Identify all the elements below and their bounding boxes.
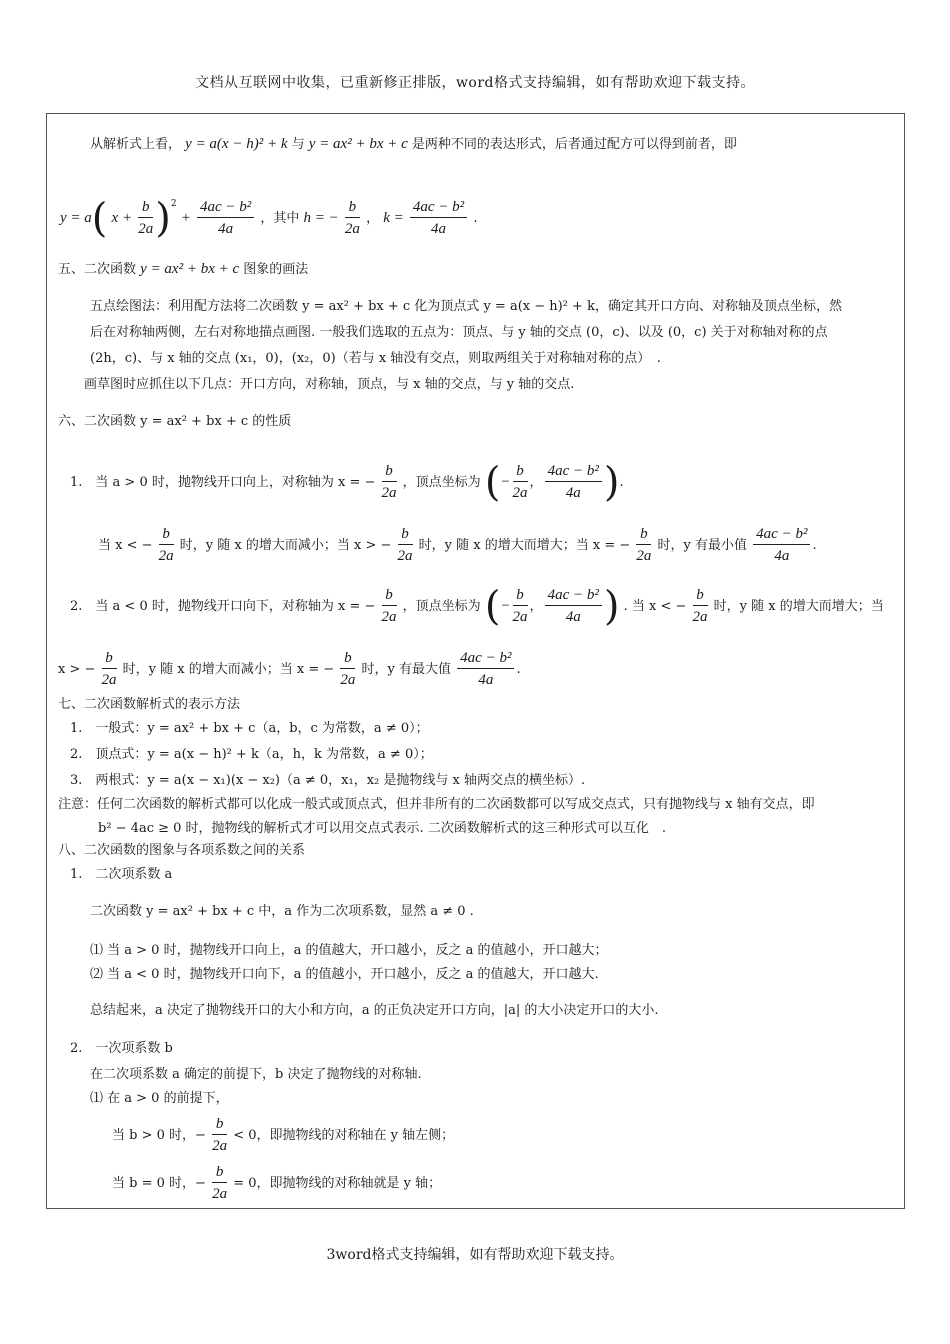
s8-b-text: 在二次项系数 a 确定的前提下，b 决定了抛物线的对称轴. <box>90 1067 422 1082</box>
formula-part: h = − <box>303 210 339 226</box>
page-header: 文档从互联网中收集，已重新修正排版，word格式支持编辑，如有帮助欢迎下载支持。 <box>194 75 756 91</box>
formula-part: x + <box>111 210 133 226</box>
s8-a-text: ⑴ 当 a > 0 时，抛物线开口向上，a 的值越大，开口越小，反之 a 的值越小，开口越大； <box>90 943 608 958</box>
fraction-k2: $\frac{\text{4ac − b²}}{4a}$ <box>410 197 467 240</box>
s8-a-text: ⑵ 当 a < 0 时，抛物线开口向下，a 的值越小，开口越小，反之 a 的值越大，开口越大. <box>90 967 599 982</box>
s8-b-case-1: 当 b > 0 时，− $\frac{b}{2a}$ < 0，即抛物线的对称轴在 y 轴左侧； <box>112 1116 455 1154</box>
s8-b-title: 2. 一次项系数 b <box>70 1041 173 1056</box>
section-7-title: 七、二次函数解析式的表示方法 <box>58 697 241 712</box>
formula-part: y = a <box>60 210 92 226</box>
formula-part: k = <box>383 210 404 226</box>
s8-a-title: 1. 二次项系数 a <box>70 867 173 882</box>
vertex-form-formula: y = a(x − h)² + k <box>185 136 288 152</box>
s5-paragraph: 画草图时应抓住以下几点：开口方向，对称轴，顶点，与 x 轴的交点，与 y 轴的交点. <box>84 377 575 392</box>
intro-text: 与 <box>291 137 305 152</box>
section-5-title: 五、二次函数 y = ax² + bx + c 图象的画法 <box>58 261 309 277</box>
formula-part: + <box>180 210 191 226</box>
fraction-k: $\frac{\text{4ac − b²}}{4a}$ <box>197 197 254 240</box>
s6-item-2: 2. 当 a < 0 时，抛物线开口向下，对称轴为 x = − $\frac{b}{2a}$ ，顶点坐标为 (− $\frac{b}{2a}$ ， $\frac{\text{4ac − b²}}{4a}$ ) . 当 x < − $\frac{b}{2a}$ 时，y 随 x 的增大而增大；当 <box>70 583 884 630</box>
s6-item-1: 1. 当 a > 0 时，抛物线开口向上，对称轴为 x = − $\frac{b}{2a}$ ，顶点坐标为 (− $\frac{b}{2a}$ ， $\frac{\text{4ac − b²}}{4a}$ ). <box>70 459 624 506</box>
s6-line-4: x > − $\frac{b}{2a}$ 时，y 随 x 的增大而减小；当 x = − $\frac{b}{2a}$ 时，y 有最大值 $\frac{\text{4ac − b²}}{4a}$ . <box>58 650 521 688</box>
s8-a-text: 总结起来，a 决定了抛物线开口的大小和方向，a 的正负决定开口方向，|a| 的大小决定开口的大小. <box>90 1003 659 1018</box>
general-form-formula: y = ax² + bx + c <box>308 136 408 152</box>
s6-line-2: 当 x < − $\frac{b}{2a}$ 时，y 随 x 的增大而减小；当 x > − $\frac{b}{2a}$ 时，y 随 x 的增大而增大；当 x = − $\frac{b}{2a}$ 时，y 有最小值 $\frac{\text{4ac − b²}}{4a}$ . <box>98 526 817 564</box>
s8-a-text: 二次函数 y = ax² + bx + c 中，a 作为二次项系数，显然 a ≠ 0 . <box>90 904 474 919</box>
s5-paragraph: 五点绘图法：利用配方法将二次函数 y = ax² + bx + c 化为顶点式 y = a(x − h)² + k，确定其开口方向、对称轴及顶点坐标，然 <box>90 299 842 314</box>
s7-item: 1. 一般式：y = ax² + bx + c（a，b，c 为常数，a ≠ 0）； <box>70 721 429 736</box>
s7-item: 2. 顶点式：y = a(x − h)² + k（a，h，k 为常数，a ≠ 0）； <box>70 747 433 762</box>
fraction-h: $\frac{b}{2a}$ <box>344 199 360 237</box>
completed-square-formula: y = a( x + $\frac{b}{2a}$ )$^2$ + $\frac{\text{4ac − b²}}{4a}$ ，其中 h = − $\frac{b}{2a}$ ， k = $\frac{\text{4ac − b²}}{4a}$ . <box>60 195 478 242</box>
s5-paragraph: (2h，c)、与 x 轴的交点 (x₁，0)，(x₂，0)（若与 x 轴没有交点，则取两组关于对称轴对称的点） . <box>90 351 661 366</box>
s7-note: b² − 4ac ≥ 0 时，抛物线的解析式才可以用交点式表示. 二次函数解析式的这三种形式可以互化 . <box>98 821 666 836</box>
section-8-title: 八、二次函数的图象与各项系数之间的关系 <box>58 843 306 858</box>
s5-paragraph: 后在对称轴两侧，左右对称地描点画图. 一般我们选取的五点为：顶点、与 y 轴的交点 (0，c)、以及 (0，c) 关于对称轴对称的点 <box>90 325 828 340</box>
fraction-b-2a: $\frac{b}{2a}$ <box>138 199 154 237</box>
intro-text: ，其中 <box>260 211 300 226</box>
page-footer: 3word格式支持编辑，如有帮助欢迎下载支持。 <box>326 1247 624 1263</box>
intro-text: 是两种不同的表达形式，后者通过配方可以得到前者，即 <box>411 137 737 152</box>
section-6-title: 六、二次函数 y = ax² + bx + c 的性质 <box>58 414 292 429</box>
intro-text: 从解析式上看， <box>90 137 182 152</box>
s7-item: 3. 两根式：y = a(x − x₁)(x − x₂)（a ≠ 0，x₁，x₂ 是抛物线与 x 轴两交点的横坐标）. <box>70 773 586 788</box>
s8-b-case-2: 当 b = 0 时，− $\frac{b}{2a}$ = 0，即抛物线的对称轴就是 y 轴； <box>112 1164 442 1202</box>
intro-line <box>90 135 737 154</box>
s7-note: 注意：任何二次函数的解析式都可以化成一般式或顶点式，但并非所有的二次函数都可以写成交点式，只有抛物线与 x 轴有交点，即 <box>58 797 815 812</box>
s8-b-text: ⑴ 在 a > 0 的前提下， <box>90 1091 229 1106</box>
